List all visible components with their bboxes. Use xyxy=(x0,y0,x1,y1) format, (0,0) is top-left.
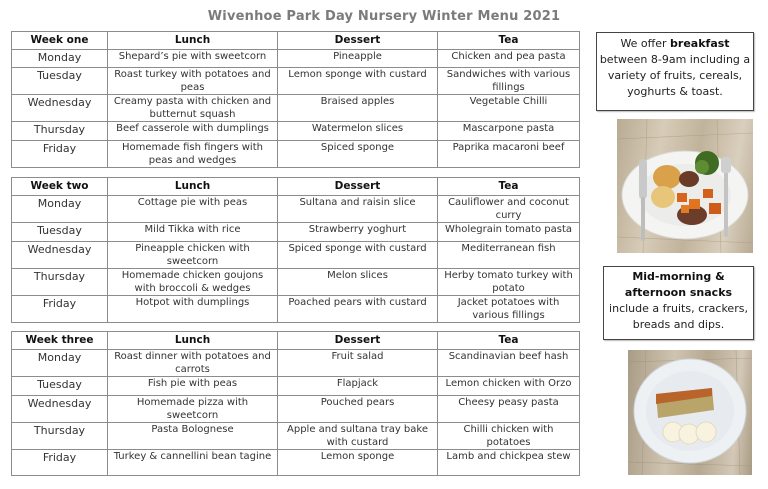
dessert-cell: Apple and sultana tray bake with custard xyxy=(278,423,438,450)
column-header-lunch: Lunch xyxy=(108,332,278,350)
snacks-info-box xyxy=(603,266,754,340)
tea-cell: Chicken and pea pasta xyxy=(438,50,580,68)
column-header-dessert: Dessert xyxy=(278,332,438,350)
table-row xyxy=(12,269,580,296)
tea-cell: Cauliflower and coconut curry xyxy=(438,196,580,223)
table-row xyxy=(12,350,580,377)
table-header-row xyxy=(12,332,580,350)
dessert-cell: Melon slices xyxy=(278,269,438,296)
dessert-cell: Spiced sponge with custard xyxy=(278,242,438,269)
table-row xyxy=(12,296,580,323)
column-header-lunch: Lunch xyxy=(108,32,278,50)
lunch-cell: Turkey & cannellini bean tagine xyxy=(108,450,278,476)
table-row xyxy=(12,50,580,68)
day-cell: Friday xyxy=(12,450,108,476)
table-row xyxy=(12,223,580,242)
dessert-cell: Watermelon slices xyxy=(278,122,438,141)
tea-cell: Scandinavian beef hash xyxy=(438,350,580,377)
dinner-plate-image-icon xyxy=(617,119,753,253)
week-label: Week one xyxy=(12,32,108,50)
table-row xyxy=(12,423,580,450)
lunch-cell: Hotpot with dumplings xyxy=(108,296,278,323)
table-row xyxy=(12,141,580,168)
tea-cell: Sandwiches with various fillings xyxy=(438,68,580,95)
day-cell: Friday xyxy=(12,296,108,323)
dessert-cell: Pineapple xyxy=(278,50,438,68)
cake-plate-image-icon xyxy=(628,350,752,475)
page-title: Wivenhoe Park Day Nursery Winter Menu 2021 xyxy=(207,9,561,24)
day-cell: Tuesday xyxy=(12,68,108,95)
breakfast-info-box xyxy=(596,32,754,111)
lunch-cell: Creamy pasta with chicken and butternut squash xyxy=(108,95,278,122)
table-row xyxy=(12,196,580,223)
lunch-cell: Beef casserole with dumplings xyxy=(108,122,278,141)
day-cell: Thursday xyxy=(12,423,108,450)
column-header-dessert: Dessert xyxy=(278,32,438,50)
day-cell: Monday xyxy=(12,350,108,377)
table-row xyxy=(12,122,580,141)
day-cell: Tuesday xyxy=(12,223,108,242)
tea-cell: Mediterranean fish xyxy=(438,242,580,269)
tea-cell: Herby tomato turkey with potato xyxy=(438,269,580,296)
column-header-tea: Tea xyxy=(438,32,580,50)
tea-cell: Jacket potatoes with various fillings xyxy=(438,296,580,323)
day-cell: Monday xyxy=(12,50,108,68)
tea-cell: Paprika macaroni beef xyxy=(438,141,580,168)
lunch-cell: Roast dinner with potatoes and carrots xyxy=(108,350,278,377)
lunch-cell: Cottage pie with peas xyxy=(108,196,278,223)
week-label: Week two xyxy=(12,178,108,196)
week-label: Week three xyxy=(12,332,108,350)
lunch-cell: Homemade chicken goujons with broccoli & wedges xyxy=(108,269,278,296)
tea-cell: Chilli chicken with potatoes xyxy=(438,423,580,450)
table-row xyxy=(12,377,580,396)
week-two-table xyxy=(11,177,580,323)
snacks-bold: Mid-morning & afternoon snacks xyxy=(624,270,733,299)
lunch-cell: Roast turkey with potatoes and peas xyxy=(108,68,278,95)
lunch-cell: Homemade pizza with sweetcorn xyxy=(108,396,278,423)
cake-and-banana-photo xyxy=(628,350,752,475)
dessert-cell: Sultana and raisin slice xyxy=(278,196,438,223)
breakfast-text: between 8-9am including a variety of fruits, cereals, yoghurts & toast. xyxy=(599,53,751,98)
table-row xyxy=(12,242,580,269)
dessert-cell: Braised apples xyxy=(278,95,438,122)
day-cell: Friday xyxy=(12,141,108,168)
day-cell: Wednesday xyxy=(12,242,108,269)
week-one-table xyxy=(11,31,580,168)
dessert-cell: Poached pears with custard xyxy=(278,296,438,323)
breakfast-prefix: We offer xyxy=(620,37,671,50)
roast-dinner-photo xyxy=(617,119,753,253)
dessert-cell: Lemon sponge xyxy=(278,450,438,476)
breakfast-bold: breakfast xyxy=(670,37,730,50)
dessert-cell: Flapjack xyxy=(278,377,438,396)
lunch-cell: Fish pie with peas xyxy=(108,377,278,396)
lunch-cell: Homemade fish fingers with peas and wedges xyxy=(108,141,278,168)
lunch-cell: Mild Tikka with rice xyxy=(108,223,278,242)
tea-cell: Mascarpone pasta xyxy=(438,122,580,141)
table-row xyxy=(12,396,580,423)
table-row xyxy=(12,68,580,95)
day-cell: Wednesday xyxy=(12,95,108,122)
snacks-text: include a fruits, crackers, breads and dips. xyxy=(609,302,748,331)
tea-cell: Wholegrain tomato pasta xyxy=(438,223,580,242)
lunch-cell: Shepard’s pie with sweetcorn xyxy=(108,50,278,68)
column-header-lunch: Lunch xyxy=(108,178,278,196)
day-cell: Monday xyxy=(12,196,108,223)
lunch-cell: Pineapple chicken with sweetcorn xyxy=(108,242,278,269)
day-cell: Thursday xyxy=(12,269,108,296)
column-header-tea: Tea xyxy=(438,178,580,196)
column-header-tea: Tea xyxy=(438,332,580,350)
lunch-cell: Pasta Bolognese xyxy=(108,423,278,450)
day-cell: Wednesday xyxy=(12,396,108,423)
table-row xyxy=(12,450,580,476)
day-cell: Thursday xyxy=(12,122,108,141)
table-row xyxy=(12,95,580,122)
dessert-cell: Strawberry yoghurt xyxy=(278,223,438,242)
tea-cell: Lemon chicken with Orzo xyxy=(438,377,580,396)
day-cell: Tuesday xyxy=(12,377,108,396)
dessert-cell: Fruit salad xyxy=(278,350,438,377)
column-header-dessert: Dessert xyxy=(278,178,438,196)
tea-cell: Vegetable Chilli xyxy=(438,95,580,122)
week-three-table xyxy=(11,331,580,476)
dessert-cell: Spiced sponge xyxy=(278,141,438,168)
dessert-cell: Pouched pears xyxy=(278,396,438,423)
dessert-cell: Lemon sponge with custard xyxy=(278,68,438,95)
table-header-row xyxy=(12,178,580,196)
tea-cell: Lamb and chickpea stew xyxy=(438,450,580,476)
table-header-row xyxy=(12,32,580,50)
tea-cell: Cheesy peasy pasta xyxy=(438,396,580,423)
